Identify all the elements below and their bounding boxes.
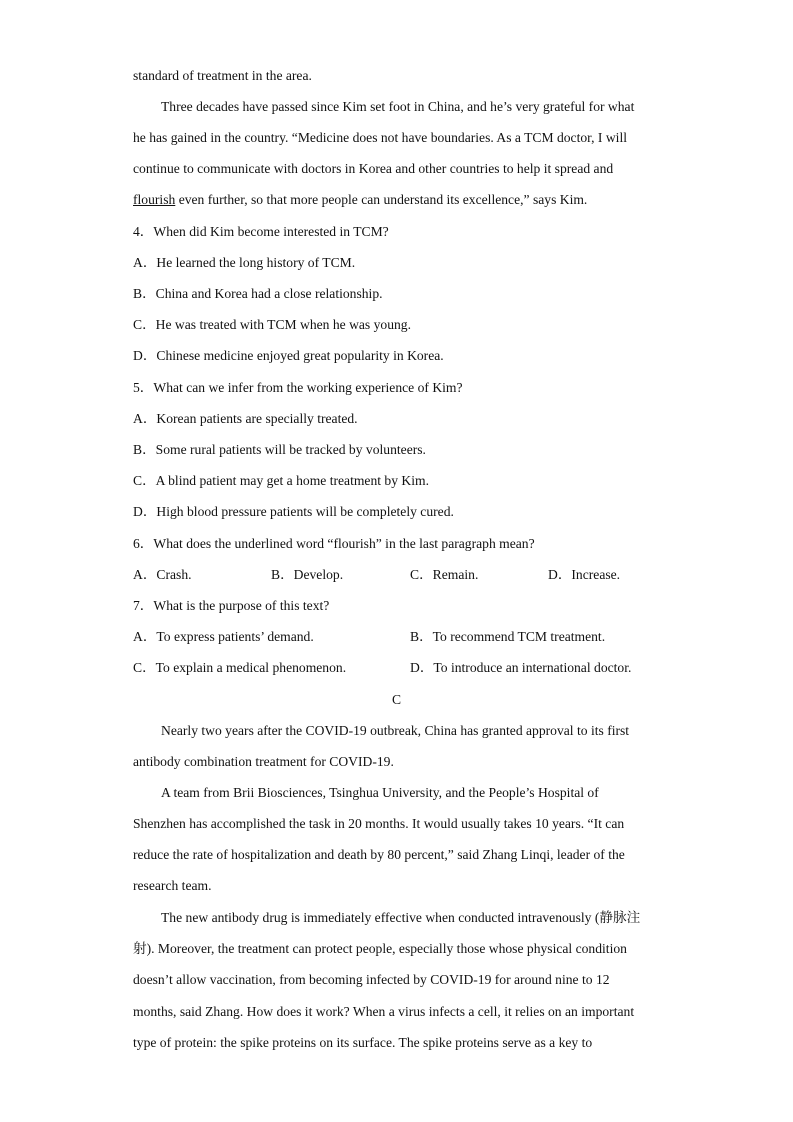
- passage-line: standard of treatment in the area.: [133, 68, 312, 83]
- passage-line: reduce the rate of hospitalization and death by 80 percent,” said Zhang Linqi, leader of the: [133, 847, 625, 862]
- question-6-option-a: A．Crash.: [133, 567, 192, 582]
- question-4-option-d: D．Chinese medicine enjoyed great popularity in Korea.: [133, 348, 444, 363]
- question-7-option-d: D．To introduce an international doctor.: [410, 660, 632, 675]
- passage-line: type of protein: the spike proteins on its surface. The spike proteins serve as a key to: [133, 1035, 593, 1050]
- underlined-word-flourish: flourish: [133, 192, 176, 207]
- question-6-option-c: C．Remain.: [410, 567, 479, 582]
- passage-line: months, said Zhang. How does it work? When a virus infects a cell, it relies on an important: [133, 1004, 635, 1019]
- question-5-option-b: B．Some rural patients will be tracked by volunteers.: [133, 442, 426, 457]
- passage-line: A team from Brii Biosciences, Tsinghua University, and the People’s Hospital of: [161, 785, 599, 800]
- question-4-option-a: A．He learned the long history of TCM.: [133, 255, 356, 270]
- question-7-option-a: A．To express patients’ demand.: [133, 629, 314, 644]
- passage-line: [133, 191, 663, 209]
- question-5-option-d: D．High blood pressure patients will be completely cured.: [133, 504, 454, 519]
- passage-line: Three decades have passed since Kim set foot in China, and he’s very grateful for what: [161, 99, 635, 114]
- question-6-stem: 6．What does the underlined word “flourish” in the last paragraph mean?: [133, 536, 535, 551]
- question-5-option-c: C．A blind patient may get a home treatment by Kim.: [133, 473, 429, 488]
- question-5-option-a: A．Korean patients are specially treated.: [133, 411, 358, 426]
- question-4-option-c: C．He was treated with TCM when he was young.: [133, 317, 411, 332]
- question-7-option-c: C．To explain a medical phenomenon.: [133, 660, 347, 675]
- passage-line: 射). Moreover, the treatment can protect people, especially those whose physical condition: [133, 941, 627, 956]
- passage-line: The new antibody drug is immediately effective when conducted intravenously (静脉注: [161, 910, 641, 925]
- question-4-option-b: B．China and Korea had a close relationship.: [133, 286, 383, 301]
- section-heading: C: [391, 692, 402, 707]
- passage-line: Nearly two years after the COVID-19 outbreak, China has granted approval to its first: [161, 723, 630, 738]
- passage-line: Shenzhen has accomplished the task in 20 months. It would usually takes 10 years. “It can: [133, 816, 625, 831]
- question-7-option-b: B．To recommend TCM treatment.: [410, 629, 606, 644]
- passage-line: antibody combination treatment for COVID-19.: [133, 754, 394, 769]
- question-4-stem: 4．When did Kim become interested in TCM?: [133, 224, 389, 239]
- question-7-stem: 7．What is the purpose of this text?: [133, 598, 330, 613]
- passage-line: he has gained in the country. “Medicine does not have boundaries. As a TCM doctor, I will: [133, 130, 628, 145]
- question-5-stem: 5．What can we infer from the working experience of Kim?: [133, 380, 463, 395]
- passage-line: research team.: [133, 878, 212, 893]
- passage-line: doesn’t allow vaccination, from becoming infected by COVID-19 for around nine to 12: [133, 972, 610, 987]
- question-6-option-d: D．Increase.: [548, 567, 621, 582]
- passage-line: continue to communicate with doctors in Korea and other countries to help it spread and: [133, 161, 614, 176]
- passage-line-rest: even further, so that more people can understand its excellence,” says Kim.: [175, 192, 588, 207]
- question-6-option-b: B．Develop.: [271, 567, 344, 582]
